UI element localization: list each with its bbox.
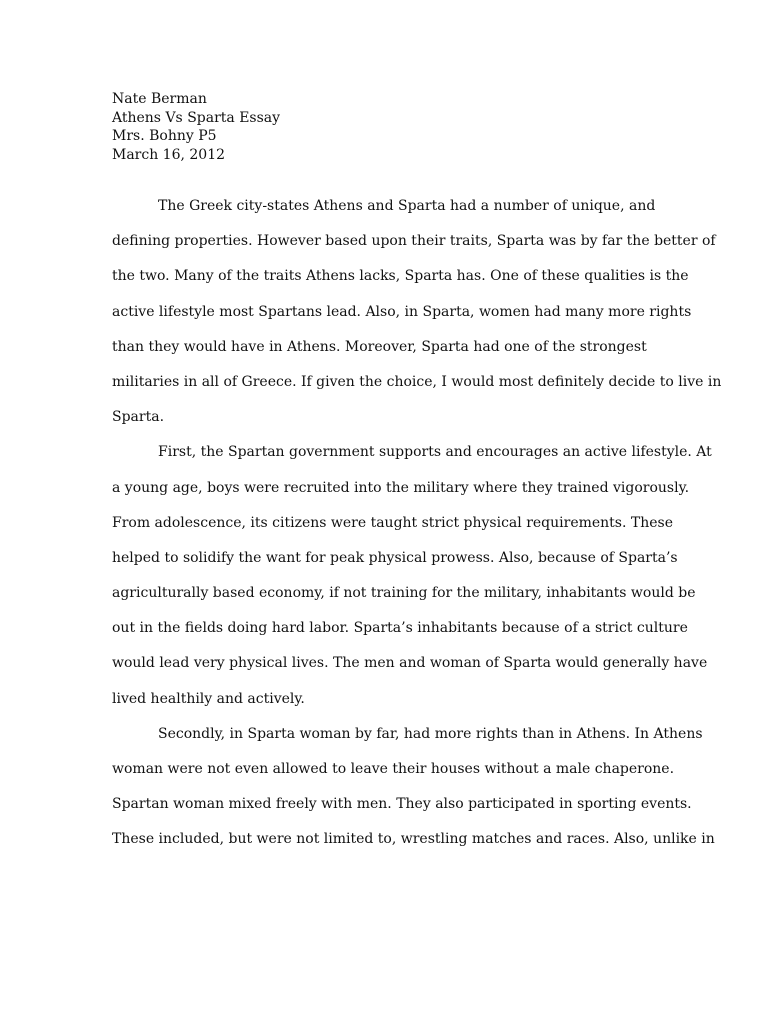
author-name: Nate Berman: [112, 91, 207, 107]
text-line: than they would have in Athens. Moreover, Sparta had one of the strongest: [112, 338, 647, 355]
teacher-period: Mrs. Bohny P5: [112, 128, 217, 144]
text-line: a young age, boys were recruited into the military where they trained vigorously.: [112, 479, 690, 496]
text-line: helped to solidify the want for peak physical prowess. Also, because of Sparta’s: [112, 549, 678, 566]
text-line: active lifestyle most Spartans lead. Also, in Sparta, women had many more rights: [112, 303, 692, 320]
text-line: would lead very physical lives. The men and woman of Sparta would generally have: [112, 655, 708, 672]
text-line: out in the fields doing hard labor. Sparta’s inhabitants because of a strict culture: [112, 620, 688, 637]
text-line: Sparta.: [112, 409, 165, 426]
text-line: From adolescence, its citizens were taught strict physical requirements. These: [112, 514, 673, 531]
essay-header: [112, 90, 280, 164]
text-line: These included, but were not limited to, wrestling matches and races. Also, unlike in: [112, 831, 715, 848]
text-line: lived healthily and actively.: [112, 690, 305, 707]
essay-title: Athens Vs Sparta Essay: [112, 109, 281, 126]
text-line: militaries in all of Greece. If given the choice, I would most definitely decide to live in: [112, 373, 722, 390]
text-line: Spartan woman mixed freely with men. They also participated in sporting events.: [112, 796, 692, 813]
essay-date: March 16, 2012: [112, 146, 226, 163]
text-line: First, the Spartan government supports and encourages an active lifestyle. At: [158, 444, 712, 461]
essay-body: [112, 195, 722, 864]
text-line: Secondly, in Sparta woman by far, had more rights than in Athens. In Athens: [158, 725, 703, 742]
text-line: defining properties. However based upon their traits, Sparta was by far the better of: [112, 233, 716, 250]
text-line: agriculturally based economy, if not training for the military, inhabitants would be: [112, 585, 696, 602]
text-line: The Greek city-states Athens and Sparta had a number of unique, and: [158, 198, 656, 214]
text-line: woman were not even allowed to leave their houses without a male chaperone.: [112, 761, 675, 777]
text-line: the two. Many of the traits Athens lacks, Sparta has. One of these qualities is the: [112, 268, 689, 285]
